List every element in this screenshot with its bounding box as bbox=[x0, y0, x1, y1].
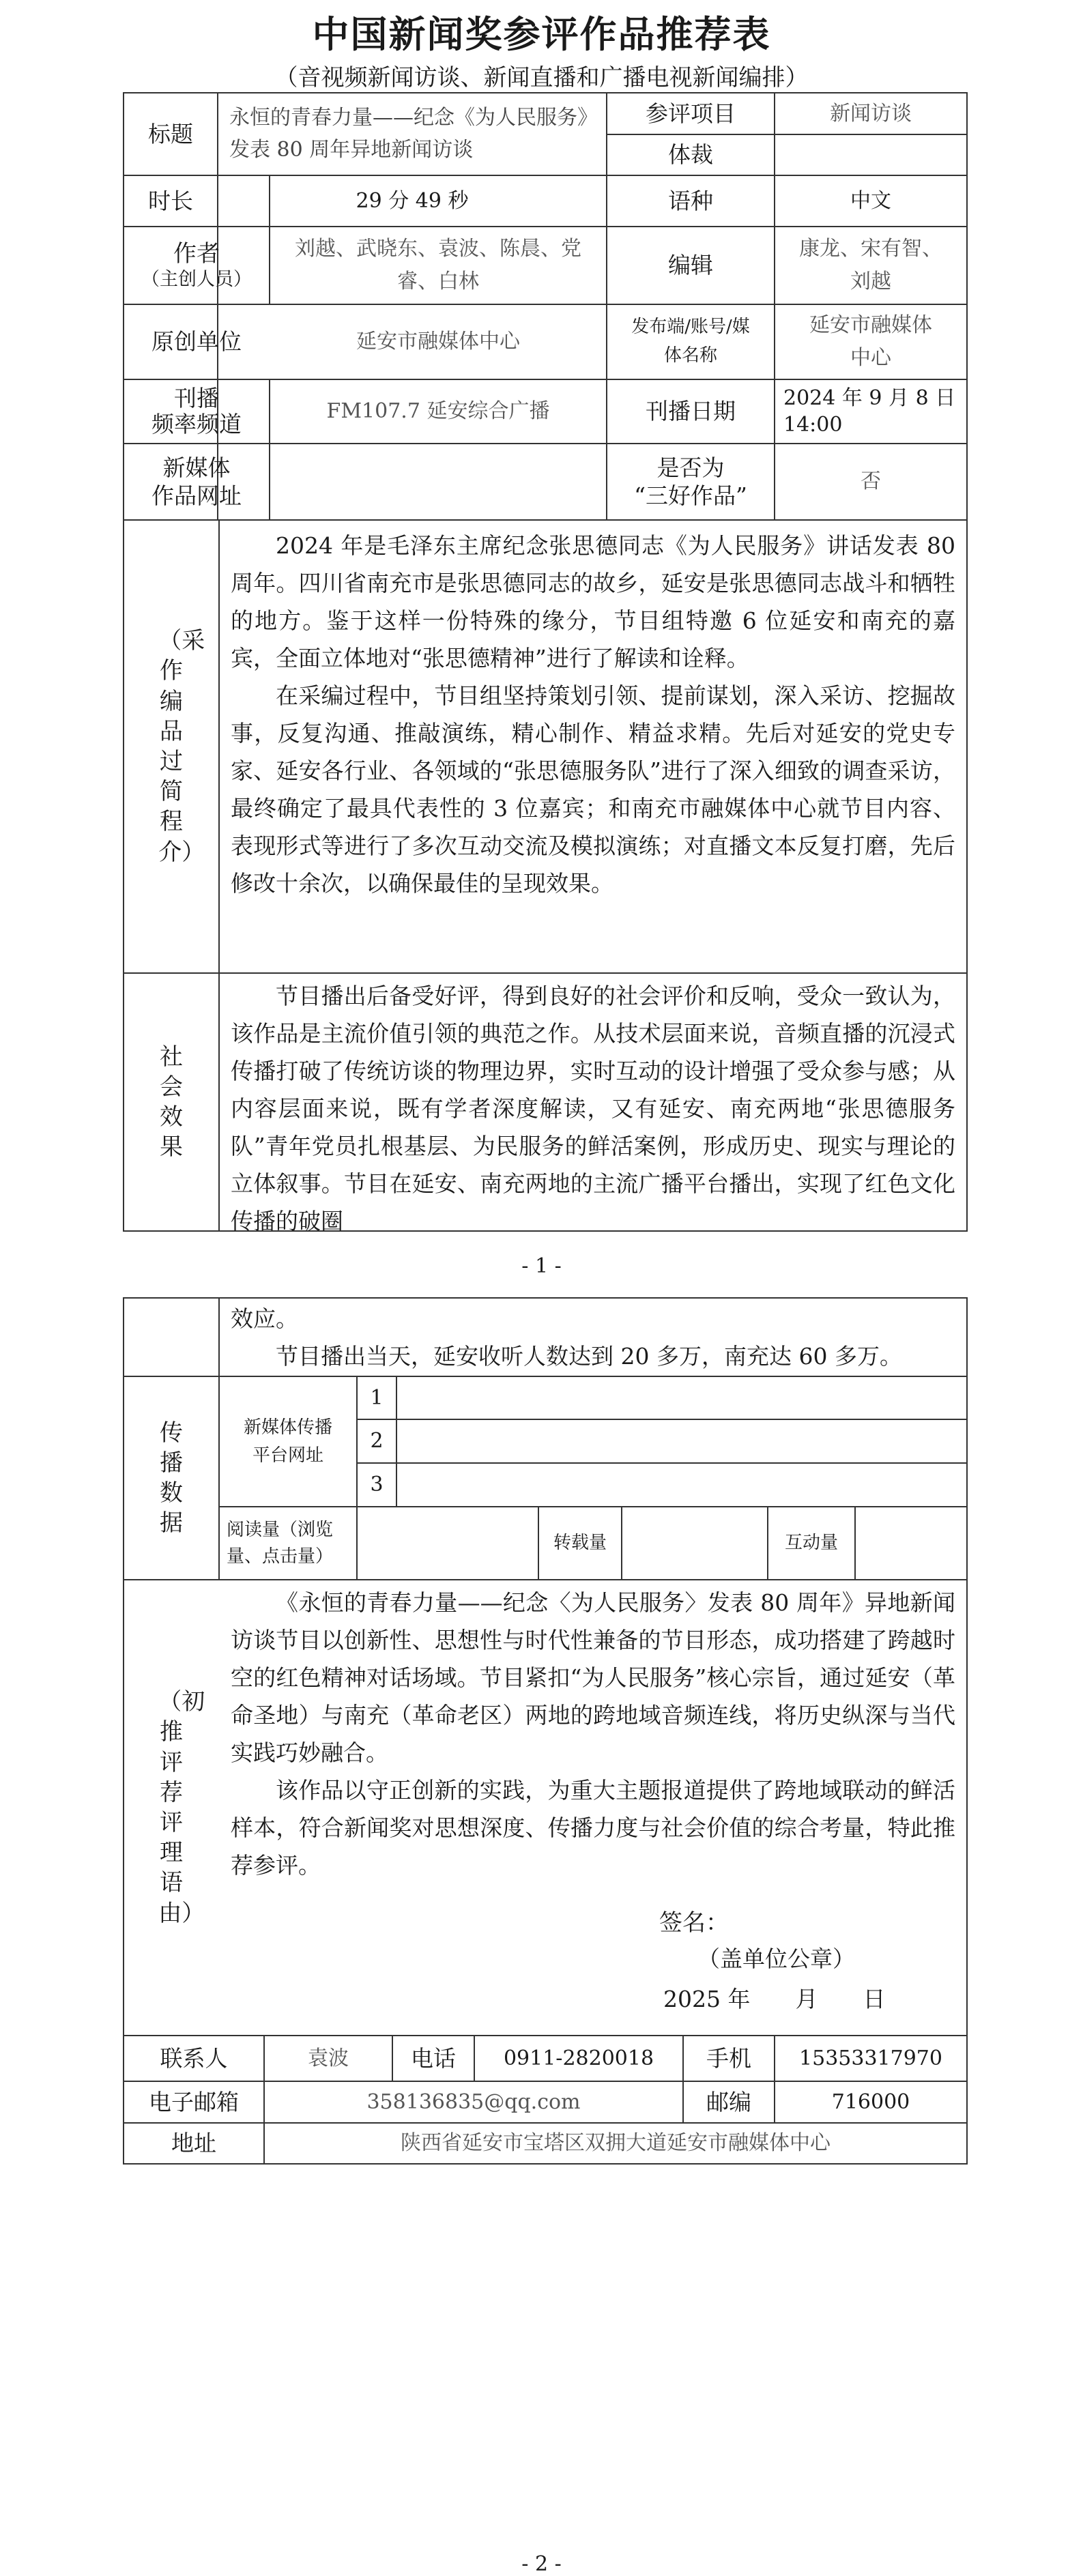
page-number-1: - 1 - bbox=[521, 1254, 562, 1278]
effect-paragraph-2: 节目播出当天，延安收听人数达到 20 多万，南充达 60 多万。 bbox=[276, 1343, 902, 1370]
value-language: 中文 bbox=[850, 188, 891, 213]
label-channel-line1: 刊播 bbox=[174, 385, 219, 412]
label-reposts: 转载量 bbox=[553, 1533, 607, 1554]
label-contact: 联系人 bbox=[160, 2044, 228, 2072]
label-mobile: 手机 bbox=[706, 2044, 751, 2072]
value-editor: 康龙、宋有智、刘越 bbox=[799, 237, 942, 293]
signature-label: 签名： bbox=[659, 1909, 729, 1937]
seal-note: （盖单位公章） bbox=[697, 1945, 855, 1972]
value-phone: 0911-2820018 bbox=[503, 2046, 654, 2070]
label-three-good bbox=[607, 444, 774, 519]
recommend-paragraph-1: 《永恒的青春力量——纪念〈为人民服务〉发表 80 周年》异地新闻访谈节目以创新性、思想性与时代性兼备的节目形态，成功搭建了跨越时空的红色精神对话场域。节目紧扣“为人民服务”核心宗旨，通过延安（革命圣地）与南充（革命老区）两地的跨地域音频连线，将历史纵深与当代实践巧妙融合。 bbox=[231, 1589, 955, 1766]
label-author bbox=[124, 227, 269, 304]
value-email: 358136835@qq.com bbox=[366, 2089, 581, 2114]
value-mobile: 15353317970 bbox=[799, 2046, 942, 2070]
label-process-text: （采作编品过简程介） bbox=[158, 627, 205, 866]
label-editor: 编辑 bbox=[668, 252, 713, 279]
label-effect-text: 社会效果 bbox=[159, 1043, 183, 1161]
effect-paragraph-1-cont: 效应。 bbox=[231, 1305, 298, 1332]
effect-text bbox=[231, 977, 955, 1240]
label-spread bbox=[124, 1377, 218, 1579]
label-three-good-line1: 是否为 bbox=[656, 454, 725, 481]
value-three-good: 否 bbox=[861, 469, 881, 494]
platform-row-3-index: 3 bbox=[370, 1473, 384, 1497]
label-spread-text: 传播数据 bbox=[159, 1419, 183, 1537]
label-recommend-text: （初推评荐评理语由） bbox=[158, 1688, 205, 1927]
label-process bbox=[124, 521, 218, 972]
label-genre: 体裁 bbox=[668, 141, 713, 169]
value-newmedia-url bbox=[270, 444, 606, 519]
value-channel: FM107.7 延安综合广播 bbox=[326, 399, 550, 424]
effect-paragraph-1: 节目播出后备受好评，得到良好的社会评价和反响，受众一致认为，该作品是主流价值引领的典范之作。从技术层面来说，音频直播的沉浸式传播打破了传统访谈的物理边界，实时互动的设计增强了受众参与感；从内容层面来说，既有学者深度解读，又有延安、南充两地“张思德服务队”青年党员扎根基层、为民服务的鲜活案例，形成历史、现实与理论的立体叙事。节目在延安、南充两地的主流广播平台播出，实现了红色文化传播的破圈 bbox=[231, 983, 955, 1234]
value-author: 刘越、武晓东、袁波、陈晨、党睿、白林 bbox=[295, 237, 581, 293]
label-language: 语种 bbox=[668, 187, 713, 214]
process-paragraph-1: 2024 年是毛泽东主席纪念张思德同志《为人民服务》讲话发表 80 周年。四川省南充市是张思德同志的故乡，延安是张思德同志战斗和牺牲的地方。鉴于这样一份特殊的缘分，节目组特邀 6 位延安和南充的嘉宾，全面立体地对“张思德精神”进行了解读和诠释。 bbox=[231, 532, 955, 671]
value-contact: 袁波 bbox=[308, 2046, 349, 2070]
label-effect bbox=[124, 974, 218, 1230]
label-channel-line2: 频率频道 bbox=[151, 411, 242, 437]
label-email: 电子邮箱 bbox=[149, 2088, 239, 2115]
value-origin-unit: 延安市融媒体中心 bbox=[356, 330, 520, 354]
process-paragraph-2: 在采编过程中，节目组坚持策划引领、提前谋划，深入采访、挖掘故事，反复沟通、推敲演练，精心制作、精益求精。先后对延安的党史专家、延安各行业、各领域的“张思德服务队”进行了深入细致的调查采访，最终确定了最具代表性的 3 位嘉宾；和南充市融媒体中心就节目内容、表现形式等进行了多次互动交流及模拟演练；对直播文本反复打磨，先后修改十余次，以确保最佳的呈现效果。 bbox=[231, 682, 955, 897]
value-genre bbox=[775, 135, 966, 175]
label-title: 标题 bbox=[148, 120, 193, 147]
label-reads: 阅读量（浏览量、点击量） bbox=[227, 1519, 334, 1567]
platform-row-1-index: 1 bbox=[370, 1385, 384, 1410]
label-newmedia-url bbox=[124, 444, 269, 519]
recommend-paragraph-2: 该作品以守正创新的实践，为重大主题报道提供了跨地域联动的鲜活样本，符合新闻奖对思想深度、传播力度与社会价值的综合考量，特此推荐参评。 bbox=[231, 1777, 955, 1879]
value-zip: 716000 bbox=[831, 2089, 910, 2114]
label-newmedia-platform: 新媒体传播平台网址 bbox=[243, 1417, 332, 1466]
recommend-text bbox=[231, 1584, 955, 1884]
label-address: 地址 bbox=[171, 2130, 216, 2157]
value-title: 永恒的青春力量——纪念《为人民服务》发表 80 周年异地新闻访谈 bbox=[229, 106, 598, 162]
value-category: 新闻访谈 bbox=[830, 101, 912, 126]
document-subtitle: （音视频新闻访谈、新闻直播和广播电视新闻编排） bbox=[274, 64, 809, 91]
value-address: 陕西省延安市宝塔区双拥大道延安市融媒体中心 bbox=[401, 2131, 831, 2156]
label-category: 参评项目 bbox=[646, 100, 736, 127]
document-title: 中国新闻奖参评作品推荐表 bbox=[312, 13, 771, 56]
label-duration: 时长 bbox=[148, 187, 193, 214]
label-phone: 电话 bbox=[411, 2044, 456, 2072]
effect-text-continued bbox=[231, 1300, 955, 1375]
label-broadcast-date: 刊播日期 bbox=[646, 398, 736, 425]
platform-row-2-index: 2 bbox=[370, 1429, 384, 1453]
label-author-note: （主创人员） bbox=[141, 269, 252, 291]
label-zip: 邮编 bbox=[706, 2088, 751, 2115]
label-newmedia-line1: 新媒体 bbox=[162, 454, 231, 481]
label-author-main: 作者 bbox=[173, 240, 220, 267]
label-channel bbox=[124, 380, 269, 443]
label-recommend bbox=[124, 1580, 218, 2035]
value-broadcast-date: 2024 年 9 月 8 日 14:00 bbox=[783, 386, 956, 437]
label-three-good-line2: “三好作品” bbox=[634, 482, 747, 509]
label-interactions: 互动量 bbox=[784, 1533, 838, 1554]
process-text bbox=[231, 527, 955, 902]
signature-date: 2025 年 月 日 bbox=[663, 1986, 886, 2012]
label-newmedia-line2: 作品网址 bbox=[151, 482, 242, 509]
value-duration: 29 分 49 秒 bbox=[356, 188, 469, 213]
label-origin-unit: 原创单位 bbox=[151, 328, 242, 356]
page-number-2: - 2 - bbox=[521, 2552, 562, 2576]
value-publisher: 延安市融媒体中心 bbox=[809, 313, 932, 370]
label-publisher: 发布端/账号/媒体名称 bbox=[631, 317, 750, 366]
